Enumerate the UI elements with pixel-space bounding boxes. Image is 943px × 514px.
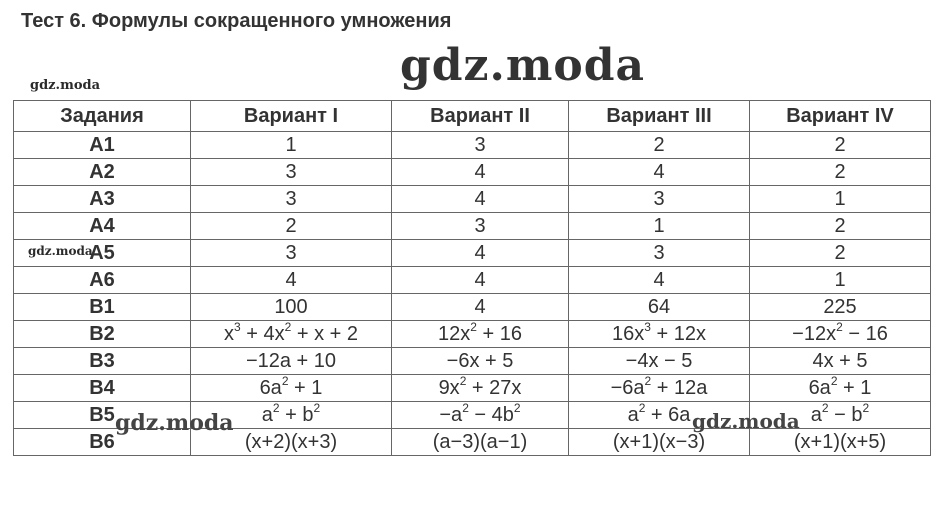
answer-cell-variant-4: (x+1)(x+5) [750, 429, 931, 456]
answer-cell-variant-1: $a^2 + b^2$ [191, 402, 392, 429]
task-label: B5 [14, 402, 191, 429]
table-row [14, 186, 931, 213]
answer-cell-variant-3: $-6a^2 + 12a$ [569, 375, 750, 402]
answer-cell-variant-1: 3 [191, 159, 392, 186]
answer-cell-variant-2: 3 [392, 132, 569, 159]
task-label: A1 [14, 132, 191, 159]
answer-cell-variant-4: $a^2 - b^2$ [750, 402, 931, 429]
task-label: A5 [14, 240, 191, 267]
table-row [14, 294, 931, 321]
answer-cell-variant-1: $x^3 + 4x^2 + x + 2$ [191, 321, 392, 348]
answer-cell-variant-4: 2 [750, 132, 931, 159]
answer-cell-variant-4: 4x + 5 [750, 348, 931, 375]
answer-cell-variant-3: 3 [569, 240, 750, 267]
task-label: B1 [14, 294, 191, 321]
answer-cell-variant-4: $-12x^2 - 16$ [750, 321, 931, 348]
watermark-small-top: gdz.moda [30, 78, 101, 93]
answer-cell-variant-1: 4 [191, 267, 392, 294]
answer-cell-variant-2: (a−3)(a−1) [392, 429, 569, 456]
answer-cell-variant-3: 2 [569, 132, 750, 159]
watermark-logo-large: gdz.moda [400, 40, 646, 91]
watermark-mid-left: gdz.moda [115, 410, 234, 436]
watermark-small-left: gdz.moda [28, 244, 93, 258]
answers-table [13, 100, 931, 456]
column-header-variant-4: Вариант IV [750, 101, 931, 132]
column-header-variant-3: Вариант III [569, 101, 750, 132]
answer-cell-variant-2: $-a^2 - 4b^2$ [392, 402, 569, 429]
answer-cell-variant-1: −12a + 10 [191, 348, 392, 375]
answer-cell-variant-3: 4 [569, 159, 750, 186]
answer-cell-variant-2: 4 [392, 159, 569, 186]
answer-cell-variant-2: $9x^2 + 27x$ [392, 375, 569, 402]
page-title: Тест 6. Формулы сокращенного умножения [21, 10, 452, 32]
answer-cell-variant-3: 4 [569, 267, 750, 294]
answer-cell-variant-3: $16x^3 + 12x$ [569, 321, 750, 348]
table-row [14, 159, 931, 186]
column-header-variant-1: Вариант I [191, 101, 392, 132]
task-label: A2 [14, 159, 191, 186]
answer-cell-variant-2: 4 [392, 294, 569, 321]
answer-cell-variant-4: 2 [750, 240, 931, 267]
answer-cell-variant-3: 64 [569, 294, 750, 321]
answer-cell-variant-2: 4 [392, 240, 569, 267]
table-row [14, 375, 931, 402]
answer-cell-variant-3: 1 [569, 213, 750, 240]
table-row [14, 132, 931, 159]
answer-cell-variant-1: 100 [191, 294, 392, 321]
answer-cell-variant-1: 2 [191, 213, 392, 240]
column-header-variant-2: Вариант II [392, 101, 569, 132]
answer-cell-variant-2: −6x + 5 [392, 348, 569, 375]
answer-cell-variant-2: $12x^2 + 16$ [392, 321, 569, 348]
answer-cell-variant-4: 1 [750, 267, 931, 294]
answer-cell-variant-2: 4 [392, 186, 569, 213]
table-row [14, 321, 931, 348]
task-label: A6 [14, 267, 191, 294]
answer-cell-variant-1: 3 [191, 186, 392, 213]
answer-cell-variant-4: 1 [750, 186, 931, 213]
column-header-tasks: Задания [14, 101, 191, 132]
table-row [14, 348, 931, 375]
task-label: B4 [14, 375, 191, 402]
answer-cell-variant-3: −4x − 5 [569, 348, 750, 375]
answer-cell-variant-1: 1 [191, 132, 392, 159]
answer-cell-variant-1: 3 [191, 240, 392, 267]
answer-cell-variant-3: (x+1)(x−3) [569, 429, 750, 456]
answer-cell-variant-4: $6a^2 + 1$ [750, 375, 931, 402]
answer-cell-variant-4: 2 [750, 159, 931, 186]
task-label: B2 [14, 321, 191, 348]
table-header-row [14, 101, 931, 132]
task-label: A4 [14, 213, 191, 240]
answer-cell-variant-2: 4 [392, 267, 569, 294]
answer-cell-variant-4: 225 [750, 294, 931, 321]
table-row [14, 213, 931, 240]
watermark-mid-right: gdz.moda [692, 409, 800, 433]
answer-cell-variant-2: 3 [392, 213, 569, 240]
answer-cell-variant-4: 2 [750, 213, 931, 240]
answer-cell-variant-3: $a^2 + 6a$ [569, 402, 750, 429]
task-label: B6 [14, 429, 191, 456]
task-label: B3 [14, 348, 191, 375]
task-label: A3 [14, 186, 191, 213]
answer-cell-variant-1: (x+2)(x+3) [191, 429, 392, 456]
answer-cell-variant-1: $6a^2 + 1$ [191, 375, 392, 402]
table-row [14, 267, 931, 294]
answer-cell-variant-3: 3 [569, 186, 750, 213]
table-row [14, 240, 931, 267]
